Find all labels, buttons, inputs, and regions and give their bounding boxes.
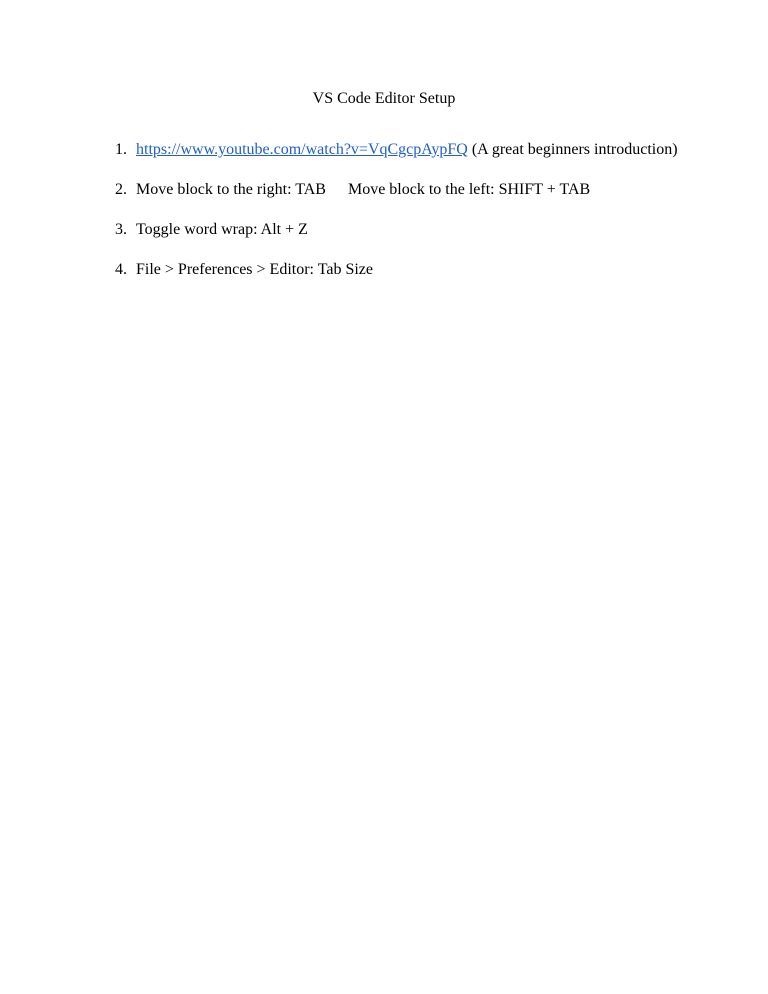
list-number: 1. bbox=[115, 141, 127, 158]
list-number: 4. bbox=[115, 261, 127, 278]
list-number: 3. bbox=[115, 221, 127, 238]
list-item-text: File > Preferences > Editor: Tab Size bbox=[136, 261, 374, 278]
list-item-body bbox=[136, 140, 678, 160]
move-right-text: Move block to the right: TAB bbox=[136, 181, 326, 198]
list-item-body bbox=[136, 180, 590, 200]
link-description: (A great beginners introduction) bbox=[467, 141, 678, 158]
move-left-text: Move block to the left: SHIFT + TAB bbox=[347, 181, 591, 198]
document-title: VS Code Editor Setup bbox=[312, 90, 456, 107]
youtube-link[interactable]: https://www.youtube.com/watch?v=VqCgcpAypFQ bbox=[136, 141, 468, 158]
list-number: 2. bbox=[115, 181, 127, 198]
list-item-text: Toggle word wrap: Alt + Z bbox=[136, 221, 308, 238]
